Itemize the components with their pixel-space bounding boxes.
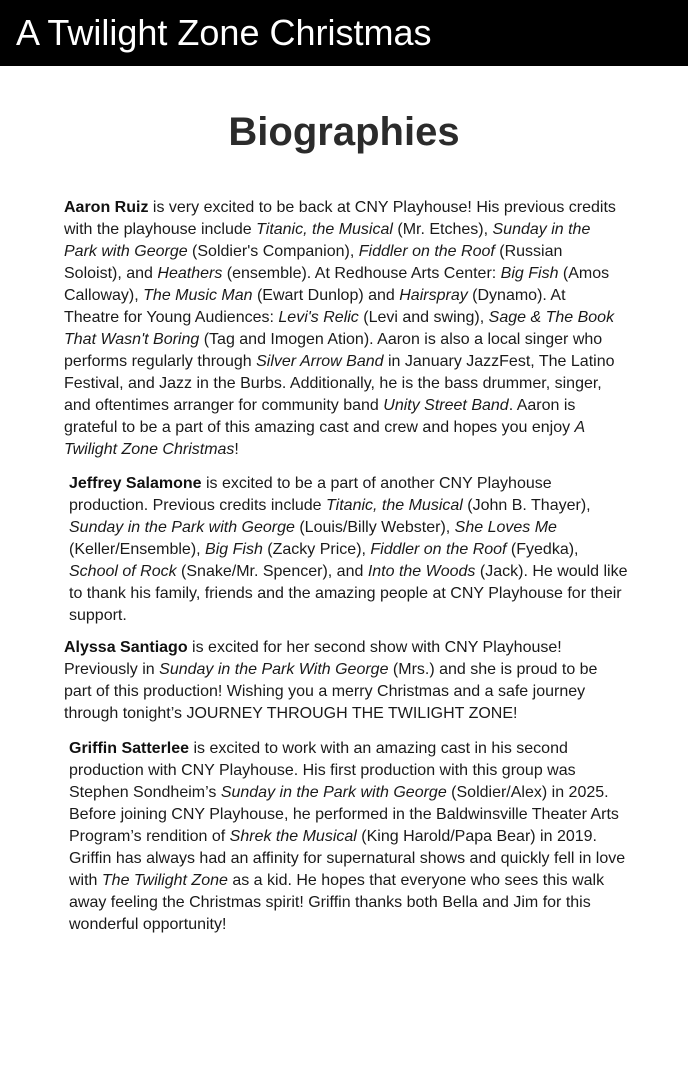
bio-griffin-satterlee bbox=[69, 738, 629, 936]
bio-text: (Louis/Billy Webster), bbox=[294, 519, 455, 536]
bio-name: Aaron Ruiz bbox=[64, 199, 149, 216]
bio-text: (Snake/Mr. Spencer), and bbox=[176, 563, 368, 580]
bio-aaron-ruiz bbox=[64, 197, 624, 461]
bio-text: is excited for her second show with CNY Playhouse! Previously in bbox=[64, 639, 562, 678]
bio-text: (Tag and Imogen Ation). Aaron is also a local singer who performs regularly through bbox=[64, 331, 603, 370]
bio-text: is very excited to be back at CNY Playhouse! His previous credits with the playhouse include bbox=[64, 199, 616, 238]
bio-text: (Keller/Ensemble), bbox=[69, 541, 206, 558]
bio-show-title: Levi's Relic bbox=[278, 309, 359, 326]
bio-show-title: The Twilight Zone bbox=[101, 872, 228, 889]
bio-text: (King Harold/Papa Bear) in 2019. Griffin has always had an affinity for supernatural shows and quickly fell in love with bbox=[69, 828, 626, 889]
header-bar bbox=[0, 0, 688, 66]
bio-show-title: Sunday in the Park with George bbox=[69, 519, 295, 536]
bio-text: as a kid. He hopes that everyone who sees this walk away feeling the Christmas spirit! Griffin thanks both Bella and Jim for this wonderful opportunity! bbox=[69, 872, 605, 933]
bio-show-title: Titanic, the Musical bbox=[326, 497, 463, 514]
bio-text: (Fyedka), bbox=[506, 541, 579, 558]
bio-text: (Mrs.) and she is proud to be part of this production! Wishing you a merry Christmas and a safe journey through tonight’s JOURNEY THROUGH THE TWILIGHT ZONE! bbox=[64, 661, 598, 722]
bio-show-title: She Loves Me bbox=[454, 519, 557, 536]
bio-show-title: Fiddler on the Roof bbox=[358, 243, 495, 260]
bio-show-title: Big Fish bbox=[500, 265, 559, 282]
bio-name: Griffin Satterlee bbox=[69, 740, 190, 757]
bio-alyssa-santiago bbox=[64, 637, 624, 725]
bio-text: . Aaron is grateful to be a part of this amazing cast and crew and hopes you enjoy bbox=[64, 397, 576, 436]
bio-show-title: Sunday in the Park With George bbox=[159, 661, 389, 678]
bio-band-name: Silver Arrow Band bbox=[256, 353, 384, 370]
bio-show-title: Sunday in the Park with George bbox=[64, 221, 591, 260]
bio-show-title: Big Fish bbox=[205, 541, 263, 558]
bio-text: in January JazzFest, The Latino Festival, and Jazz in the Burbs. Additionally, he is the bass drummer, singer, and oftentimes arranger for community band bbox=[64, 353, 615, 414]
bio-jeffrey-salamone bbox=[69, 473, 629, 627]
bio-show-title: Heathers bbox=[157, 265, 223, 282]
bio-show-title: A Twilight Zone Christmas bbox=[64, 419, 585, 458]
bio-show-title: Fiddler on the Roof bbox=[370, 541, 507, 558]
bio-text: (Mr. Etches), bbox=[392, 221, 493, 238]
bio-show-title: Into the Woods bbox=[367, 563, 476, 580]
bio-text: (Russian Soloist), and bbox=[64, 243, 563, 282]
bio-name: Jeffrey Salamone bbox=[69, 475, 202, 492]
bio-show-title: Sage & The Book That Wasn't Boring bbox=[64, 309, 615, 348]
bio-show-title: Hairspray bbox=[399, 287, 468, 304]
bio-band-name: Unity Street Band bbox=[383, 397, 509, 414]
page-heading: Biographies bbox=[228, 110, 460, 154]
bio-text: (Amos Calloway), bbox=[64, 265, 610, 304]
bio-text: (Levi and swing), bbox=[358, 309, 489, 326]
bio-show-title: Sunday in the Park with George bbox=[220, 784, 447, 801]
bio-text: (John B. Thayer), bbox=[462, 497, 591, 514]
show-title: A Twilight Zone Christmas bbox=[16, 12, 432, 53]
bio-text: (Zacky Price), bbox=[262, 541, 371, 558]
bio-text: (Ewart Dunlop) and bbox=[252, 287, 400, 304]
bio-text: ! bbox=[234, 441, 239, 458]
bio-name: Alyssa Santiago bbox=[64, 639, 188, 656]
bio-text: (Soldier's Companion), bbox=[187, 243, 359, 260]
bio-text: (Soldier/Alex) in 2025. Before joining CNY Playhouse, he performed in the Baldwinsville Theater Arts Program’s rendition of bbox=[69, 784, 619, 845]
bio-show-title: The Music Man bbox=[143, 287, 253, 304]
bio-show-title: School of Rock bbox=[69, 563, 177, 580]
bio-show-title: Shrek the Musical bbox=[229, 828, 357, 845]
bio-text: (Jack). He would like to thank his family, friends and the amazing people at CNY Playhouse for their support. bbox=[69, 563, 628, 624]
bio-text: (ensemble). At Redhouse Arts Center: bbox=[222, 265, 501, 282]
bio-show-title: Titanic, the Musical bbox=[256, 221, 393, 238]
bio-text: (Dynamo). At Theatre for Young Audiences: bbox=[64, 287, 566, 326]
bio-text: is excited to be a part of another CNY Playhouse production. Previous credits include bbox=[69, 475, 552, 514]
bio-text: is excited to work with an amazing cast in his second production with CNY Playhouse. His first production with this group was Stephen Sondheim’s bbox=[69, 740, 576, 801]
